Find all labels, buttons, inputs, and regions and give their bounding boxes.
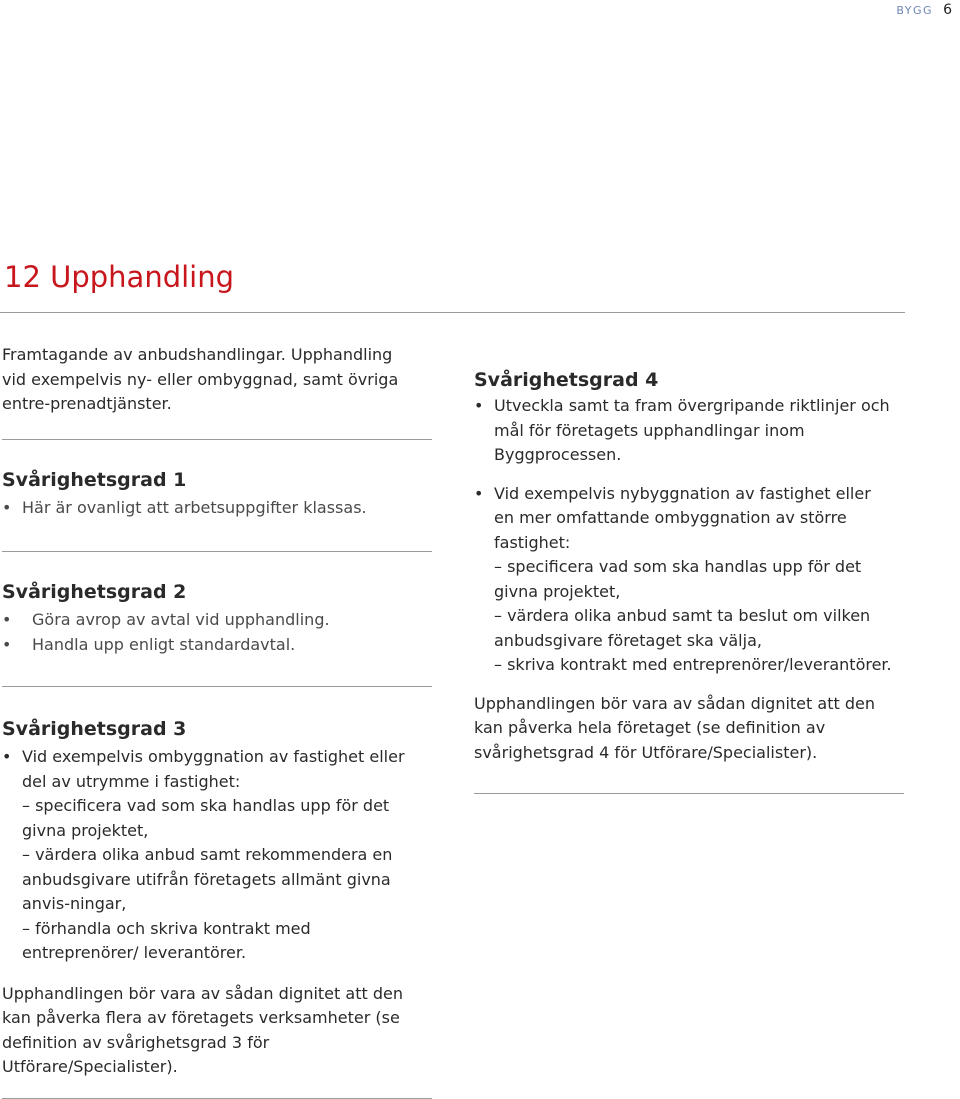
grad4-note: Upphandlingen bör vara av sådan dignitet att den kan påverka hela företaget (se definition av svårighetsgrad 4 för Utförare/Specialister). — [474, 693, 875, 762]
bullet-icon: • — [2, 497, 12, 517]
grad4-heading: Svårighetsgrad 4 — [474, 369, 659, 391]
grad3-note: Upphandlingen bör vara av sådan dignitet att den kan påverka flera av företagets verksamheter (se definition av svårighetsgrad 3 för Utförare/Specialister). — [2, 983, 403, 1076]
section-divider — [474, 793, 904, 794]
grad3-heading: Svårighetsgrad 3 — [2, 718, 187, 740]
running-header — [896, 2, 952, 18]
chapter-title: 12 Upphandling — [4, 260, 235, 294]
section-divider — [2, 551, 432, 552]
list-item: • Vid exempelvis ombyggnation av fastighet eller del av utrymme i fastighet: – specificera vad som ska handlas upp för det givna projektet, – värdera olika anbud samt rekommendera en anbudsgivare utifrån företagets allmänt givna anvis-ningar, – förhandla och skriva kontrakt med entreprenörer/ leverantörer. — [2, 745, 432, 966]
bullet-icon: • — [2, 634, 12, 654]
title-divider — [0, 312, 905, 313]
grad3-list — [2, 745, 432, 966]
sub-item: – värdera olika anbud samt ta beslut om vilken anbudsgivare företaget ska välja, — [494, 606, 871, 650]
section-label: BYGG — [896, 4, 934, 17]
list-item: • Här är ovanligt att arbetsuppgifter klassas. — [2, 496, 442, 521]
section-divider — [2, 686, 432, 687]
right-column — [474, 368, 914, 794]
grad4-list — [474, 394, 894, 678]
list-item: • Göra avrop av avtal vid upphandling. — [2, 608, 442, 633]
section-divider — [2, 439, 432, 440]
bullet-icon: • — [474, 396, 484, 415]
sub-item: – specificera vad som ska handlas upp för det givna projektet, — [22, 796, 390, 840]
bullet-icon: • — [474, 483, 484, 503]
sub-item: – förhandla och skriva kontrakt med entreprenörer/ leverantörer. — [22, 918, 311, 962]
bullet-icon: • — [2, 747, 12, 766]
grad2-heading: Svårighetsgrad 2 — [2, 581, 187, 603]
intro-text: Framtagande av anbudshandlingar. Upphandling vid exempelvis ny- eller ombyggnad, samt övriga entre-prenadtjänster. — [2, 345, 399, 413]
bullet-icon: • — [2, 610, 12, 629]
sub-item: – specificera vad som ska handlas upp för det givna projektet, — [494, 557, 862, 601]
left-column — [2, 343, 442, 1099]
grad2-list — [2, 608, 442, 657]
page-number: 6 — [943, 2, 952, 18]
sub-item: – värdera olika anbud samt rekommendera en anbudsgivare utifrån företagets allmänt givna anvis-ningar, — [22, 845, 393, 913]
section-divider — [2, 1098, 432, 1099]
sub-item: – skriva kontrakt med entreprenörer/leverantörer. — [494, 655, 892, 674]
grad1-heading: Svårighetsgrad 1 — [2, 468, 187, 491]
list-item: • Vid exempelvis nybyggnation av fastighet eller en mer omfattande ombyggnation av större fastighet: – specificera vad som ska handlas upp för det givna projektet, – värdera olika anbud samt ta beslut om vilken anbudsgivare företaget ska välja, – skriva kontrakt med entreprenörer/leverantörer. — [474, 482, 894, 678]
grad1-list — [2, 496, 442, 521]
list-item: • Utveckla samt ta fram övergripande riktlinjer och mål för företagets upphandlingar inom Byggprocessen. — [474, 396, 890, 464]
list-item: • Handla upp enligt standardavtal. — [2, 633, 442, 658]
